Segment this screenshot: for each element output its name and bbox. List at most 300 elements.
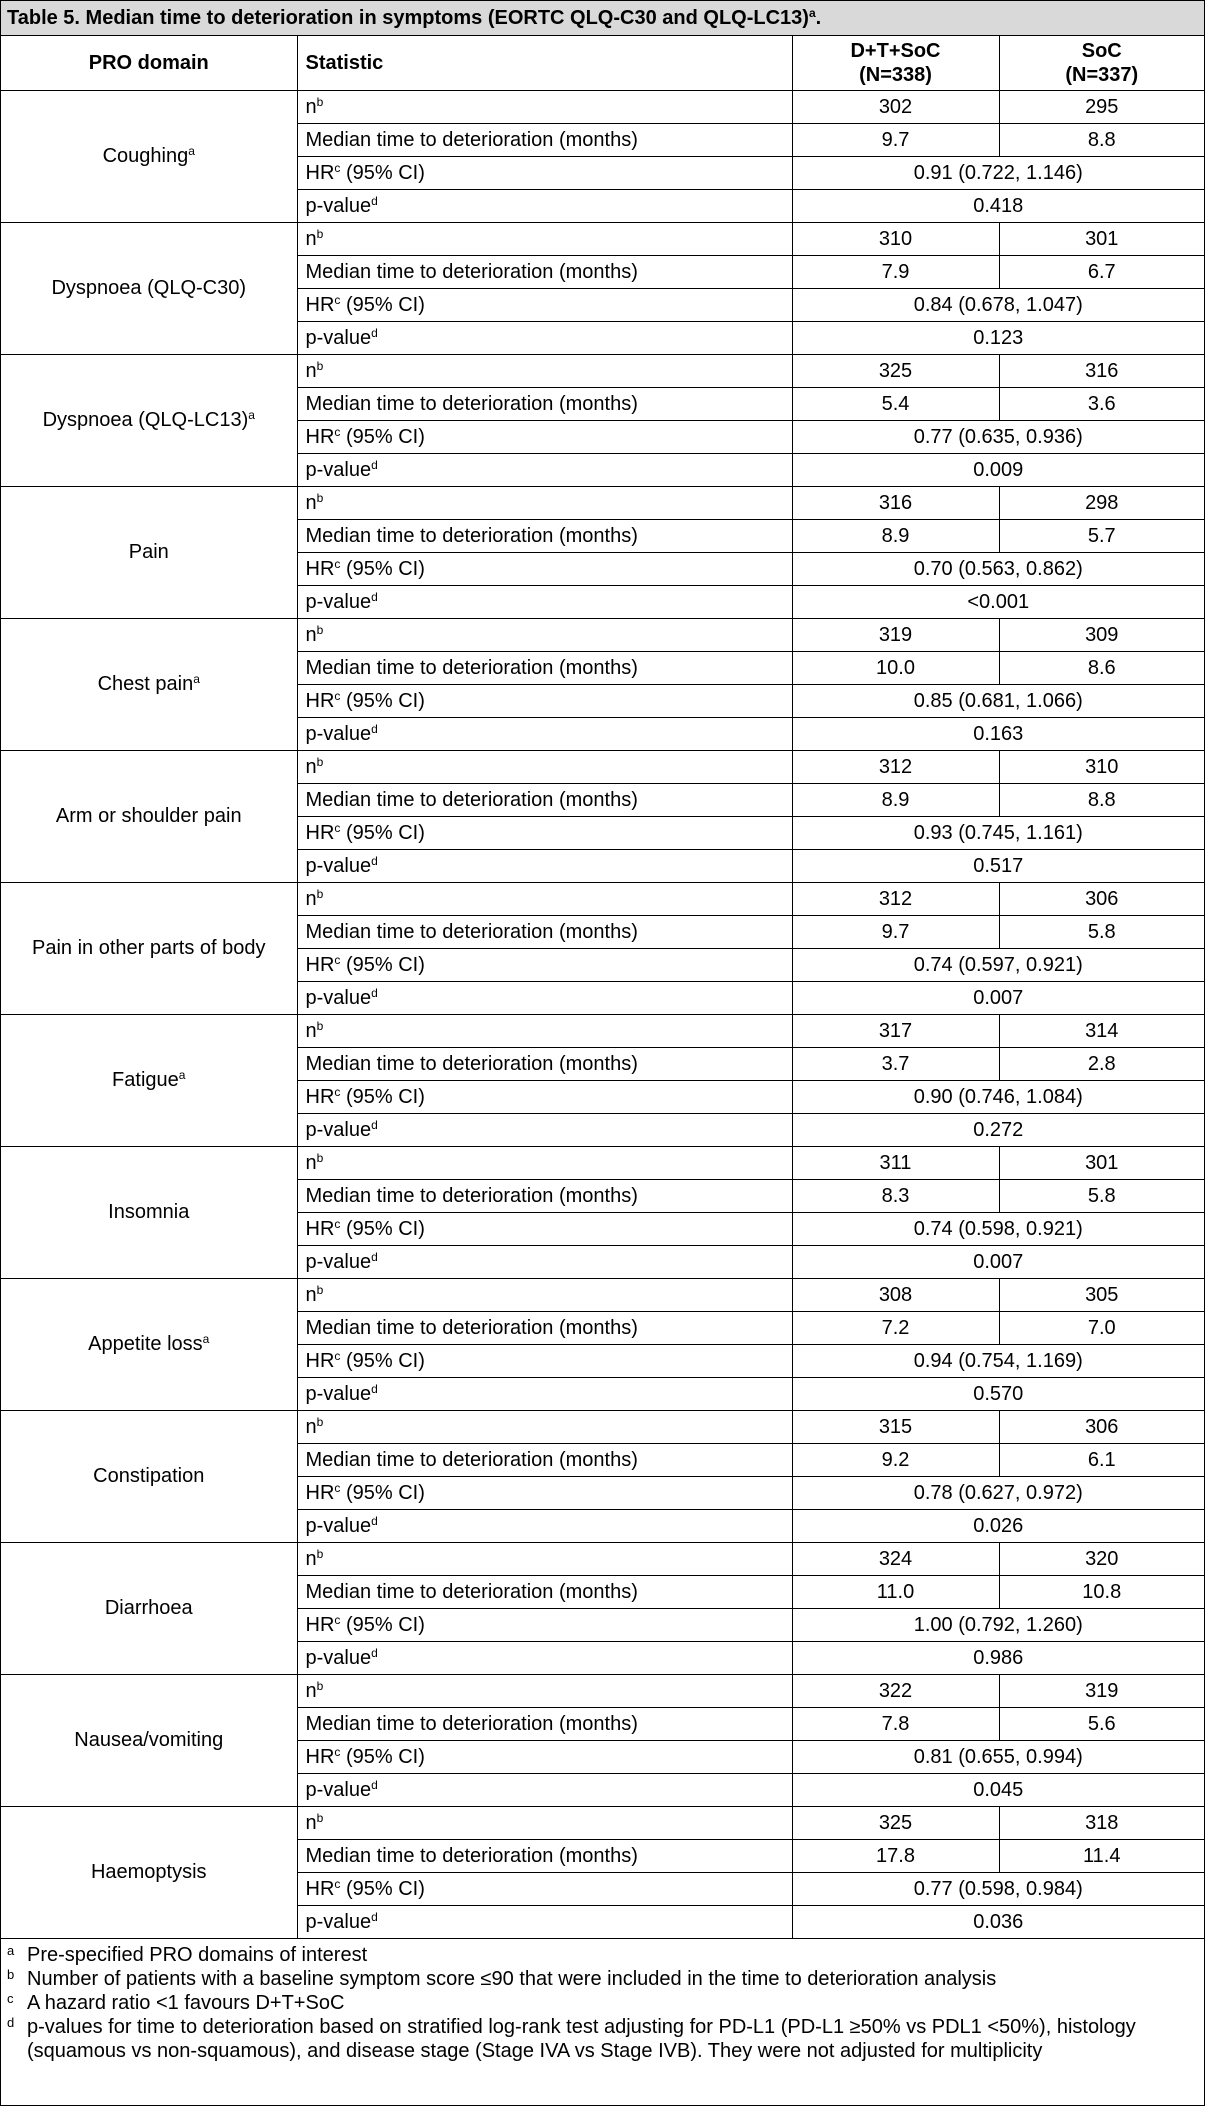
p-value: 0.009 (792, 454, 1204, 487)
stat-label-hr (297, 1477, 792, 1510)
stat-label-median: Median time to deterioration (months) (297, 1444, 792, 1477)
stat-p-sup: d (371, 721, 378, 736)
stat-hr-ci-text: (95% CI) (340, 1877, 425, 1900)
median-arm1: 8.3 (792, 1180, 999, 1213)
stat-label-hr (297, 289, 792, 322)
p-value: 0.026 (792, 1510, 1204, 1543)
stat-label-n (297, 223, 792, 256)
median-arm2: 5.8 (999, 1180, 1204, 1213)
median-arm1: 8.9 (792, 520, 999, 553)
hazard-ratio-value: 1.00 (0.792, 1.260) (792, 1609, 1204, 1642)
stat-label-hr (297, 1873, 792, 1906)
stat-label-pvalue (297, 1774, 792, 1807)
stat-n-sup: b (316, 622, 324, 637)
stat-n-sup: b (316, 1018, 324, 1033)
stat-hr-sup: c (334, 1612, 341, 1627)
n-arm1: 311 (792, 1147, 999, 1180)
pro-domain-cell (1, 619, 297, 751)
table-row (1, 1015, 1204, 1048)
stat-p-sup: d (371, 589, 378, 604)
hazard-ratio-value: 0.81 (0.655, 0.994) (792, 1741, 1204, 1774)
caption-sup: a (808, 6, 816, 20)
stat-hr-text: HR (305, 1745, 335, 1768)
n-arm1: 310 (792, 223, 999, 256)
pro-domain-name: Chest pain (97, 673, 194, 695)
stat-n-text: n (305, 1415, 317, 1438)
stat-n-sup: b (316, 754, 324, 769)
pro-domain-sup: a (178, 1068, 186, 1082)
stat-label-hr (297, 553, 792, 586)
stat-label-hr (297, 1741, 792, 1774)
median-arm1: 9.2 (792, 1444, 999, 1477)
stat-label-hr (297, 157, 792, 190)
median-arm1: 7.2 (792, 1312, 999, 1345)
hazard-ratio-value: 0.84 (0.678, 1.047) (792, 289, 1204, 322)
stat-n-sup: b (316, 226, 324, 241)
stat-p-text: p-value (305, 1118, 372, 1141)
pro-domain-name: Diarrhoea (104, 1597, 193, 1619)
stat-hr-sup: c (334, 292, 341, 307)
header-row (1, 36, 1204, 91)
n-arm1: 324 (792, 1543, 999, 1576)
table-row (1, 223, 1204, 256)
stat-label-n (297, 1015, 792, 1048)
stat-hr-sup: c (334, 1348, 341, 1363)
table-row (1, 751, 1204, 784)
stat-label-median: Median time to deterioration (months) (297, 1312, 792, 1345)
median-arm1: 7.8 (792, 1708, 999, 1741)
stat-label-n (297, 91, 792, 124)
pro-domain-name: Arm or shoulder pain (55, 805, 242, 827)
pro-domain-cell (1, 223, 297, 355)
n-arm1: 319 (792, 619, 999, 652)
stat-n-sup: b (316, 1546, 324, 1561)
pro-domain-name: Pain in other parts of body (32, 937, 266, 959)
stat-hr-text: HR (305, 557, 335, 580)
p-value: 0.517 (792, 850, 1204, 883)
stat-hr-text: HR (305, 425, 335, 448)
median-arm1: 9.7 (792, 916, 999, 949)
pro-domain-cell (1, 1147, 297, 1279)
header-arm2 (999, 36, 1204, 91)
median-arm1: 3.7 (792, 1048, 999, 1081)
stat-n-sup: b (316, 1678, 324, 1693)
hazard-ratio-value: 0.85 (0.681, 1.066) (792, 685, 1204, 718)
p-value: 0.123 (792, 322, 1204, 355)
stat-label-pvalue (297, 1906, 792, 1939)
stat-n-text: n (305, 1151, 317, 1174)
median-arm1: 9.7 (792, 124, 999, 157)
stat-label-pvalue (297, 1246, 792, 1279)
footnote (7, 2015, 1198, 2063)
stat-hr-ci-text: (95% CI) (340, 1085, 425, 1108)
stat-hr-sup: c (334, 1216, 341, 1231)
n-arm1: 325 (792, 355, 999, 388)
n-arm1: 308 (792, 1279, 999, 1312)
table-row (1, 619, 1204, 652)
stat-hr-ci-text: (95% CI) (340, 689, 425, 712)
p-value: 0.986 (792, 1642, 1204, 1675)
median-arm1: 5.4 (792, 388, 999, 421)
stat-label-pvalue (297, 1114, 792, 1147)
stat-label-median: Median time to deterioration (months) (297, 784, 792, 817)
hazard-ratio-value: 0.74 (0.597, 0.921) (792, 949, 1204, 982)
header-arm2-name: SoC (1081, 40, 1122, 62)
stat-label-hr (297, 421, 792, 454)
stat-p-text: p-value (305, 1646, 372, 1669)
pro-domain-cell (1, 1279, 297, 1411)
table-row (1, 1807, 1204, 1840)
n-arm2: 318 (999, 1807, 1204, 1840)
stat-label-n (297, 1807, 792, 1840)
footnote-mark: a (7, 1943, 15, 1958)
stat-p-sup: d (371, 1117, 378, 1132)
stat-label-n (297, 619, 792, 652)
stat-hr-sup: c (334, 952, 341, 967)
stat-label-median: Median time to deterioration (months) (297, 388, 792, 421)
stat-hr-ci-text: (95% CI) (340, 953, 425, 976)
pro-domain-name: Dyspnoea (QLQ-LC13) (42, 409, 249, 431)
header-arm1-n: (N=338) (859, 64, 932, 86)
stat-label-n (297, 1279, 792, 1312)
stat-p-sup: d (371, 1513, 378, 1528)
n-arm1: 325 (792, 1807, 999, 1840)
pro-domain-cell (1, 1411, 297, 1543)
stat-label-median: Median time to deterioration (months) (297, 124, 792, 157)
stat-p-text: p-value (305, 194, 372, 217)
stat-label-median: Median time to deterioration (months) (297, 1048, 792, 1081)
stat-label-n (297, 883, 792, 916)
median-arm2: 11.4 (999, 1840, 1204, 1873)
n-arm2: 306 (999, 883, 1204, 916)
n-arm1: 316 (792, 487, 999, 520)
pro-domain-name: Insomnia (108, 1201, 190, 1223)
stat-label-pvalue (297, 982, 792, 1015)
stat-hr-ci-text: (95% CI) (340, 293, 425, 316)
n-arm1: 315 (792, 1411, 999, 1444)
stat-label-n (297, 1147, 792, 1180)
hazard-ratio-value: 0.93 (0.745, 1.161) (792, 817, 1204, 850)
table-row (1, 883, 1204, 916)
median-arm1: 8.9 (792, 784, 999, 817)
footnote-text: Number of patients with a baseline symptom score ≤90 that were included in the time to deterioration analysis (27, 1968, 997, 1990)
hazard-ratio-value: 0.77 (0.635, 0.936) (792, 421, 1204, 454)
stat-label-pvalue (297, 454, 792, 487)
pro-domain-name: Haemoptysis (90, 1861, 207, 1883)
stat-label-median: Median time to deterioration (months) (297, 916, 792, 949)
median-arm2: 3.6 (999, 388, 1204, 421)
stat-hr-sup: c (334, 1744, 341, 1759)
stat-n-text: n (305, 95, 317, 118)
stat-p-text: p-value (305, 326, 372, 349)
stat-label-median: Median time to deterioration (months) (297, 256, 792, 289)
stat-label-hr (297, 1345, 792, 1378)
pro-domain-sup: a (248, 408, 255, 422)
p-value: 0.007 (792, 1246, 1204, 1279)
p-value: 0.272 (792, 1114, 1204, 1147)
stat-n-text: n (305, 755, 317, 778)
pro-domain-name: Pain (128, 541, 169, 563)
pro-domain-cell (1, 1015, 297, 1147)
stat-label-hr (297, 685, 792, 718)
stat-p-text: p-value (305, 854, 372, 877)
table-row (1, 1411, 1204, 1444)
stat-hr-text: HR (305, 1217, 335, 1240)
pro-domain-cell (1, 883, 297, 1015)
stat-hr-sup: c (334, 820, 341, 835)
caption-end: . (815, 7, 822, 29)
n-arm2: 309 (999, 619, 1204, 652)
stat-label-hr (297, 1081, 792, 1114)
table-row (1, 91, 1204, 124)
n-arm1: 302 (792, 91, 999, 124)
pro-domain-cell (1, 751, 297, 883)
median-arm2: 5.7 (999, 520, 1204, 553)
median-arm2: 8.8 (999, 124, 1204, 157)
stat-label-pvalue (297, 1378, 792, 1411)
stat-n-sup: b (316, 94, 324, 109)
stat-n-text: n (305, 887, 317, 910)
stat-label-median: Median time to deterioration (months) (297, 520, 792, 553)
stat-label-pvalue (297, 1510, 792, 1543)
hazard-ratio-value: 0.90 (0.746, 1.084) (792, 1081, 1204, 1114)
stat-n-sup: b (316, 1282, 324, 1297)
stat-n-sup: b (316, 1414, 324, 1429)
table-caption (1, 1, 1204, 36)
footnote-text: A hazard ratio <1 favours D+T+SoC (27, 1992, 345, 2014)
stat-hr-ci-text: (95% CI) (340, 1481, 425, 1504)
stat-label-pvalue (297, 190, 792, 223)
stat-hr-sup: c (334, 688, 341, 703)
n-arm2: 305 (999, 1279, 1204, 1312)
stat-label-median: Median time to deterioration (months) (297, 1180, 792, 1213)
median-arm2: 5.8 (999, 916, 1204, 949)
pro-domain-cell (1, 1675, 297, 1807)
stat-hr-ci-text: (95% CI) (340, 1217, 425, 1240)
n-arm2: 310 (999, 751, 1204, 784)
table-row (1, 1279, 1204, 1312)
stat-n-text: n (305, 623, 317, 646)
stat-label-median: Median time to deterioration (months) (297, 1708, 792, 1741)
stat-p-sup: d (371, 1381, 378, 1396)
p-value: 0.163 (792, 718, 1204, 751)
table-row (1, 1543, 1204, 1576)
median-arm2: 2.8 (999, 1048, 1204, 1081)
stat-n-text: n (305, 1811, 317, 1834)
stat-label-n (297, 355, 792, 388)
n-arm2: 316 (999, 355, 1204, 388)
stat-n-sup: b (316, 358, 324, 373)
p-value: <0.001 (792, 586, 1204, 619)
pro-domain-name: Dyspnoea (QLQ-C30) (51, 277, 247, 299)
pro-domain-cell (1, 487, 297, 619)
pro-domain-sup: a (188, 144, 195, 158)
stat-label-hr (297, 817, 792, 850)
pro-domain-cell (1, 355, 297, 487)
stat-hr-sup: c (334, 1084, 341, 1099)
stat-label-pvalue (297, 718, 792, 751)
p-value: 0.418 (792, 190, 1204, 223)
footnote (7, 1991, 1198, 2015)
n-arm2: 319 (999, 1675, 1204, 1708)
stat-p-sup: d (371, 1777, 378, 1792)
stat-hr-ci-text: (95% CI) (340, 821, 425, 844)
stat-label-pvalue (297, 586, 792, 619)
pro-domain-name: Coughing (102, 145, 189, 167)
n-arm2: 314 (999, 1015, 1204, 1048)
stat-p-text: p-value (305, 1778, 372, 1801)
stat-label-n (297, 1543, 792, 1576)
median-arm2: 7.0 (999, 1312, 1204, 1345)
n-arm2: 320 (999, 1543, 1204, 1576)
stat-n-text: n (305, 1283, 317, 1306)
stat-n-text: n (305, 1547, 317, 1570)
stat-hr-sup: c (334, 160, 341, 175)
stat-label-median: Median time to deterioration (months) (297, 1576, 792, 1609)
stat-hr-ci-text: (95% CI) (340, 557, 425, 580)
data-table (1, 36, 1204, 1939)
hazard-ratio-value: 0.91 (0.722, 1.146) (792, 157, 1204, 190)
stat-hr-text: HR (305, 1349, 335, 1372)
table-row (1, 487, 1204, 520)
pro-domain-name: Appetite loss (88, 1333, 203, 1355)
stat-hr-sup: c (334, 1480, 341, 1495)
stat-p-text: p-value (305, 1910, 372, 1933)
stat-p-text: p-value (305, 1250, 372, 1273)
median-arm2: 8.6 (999, 652, 1204, 685)
stat-hr-text: HR (305, 821, 335, 844)
stat-p-text: p-value (305, 590, 372, 613)
median-arm1: 7.9 (792, 256, 999, 289)
stat-hr-ci-text: (95% CI) (340, 1349, 425, 1372)
stat-hr-ci-text: (95% CI) (340, 1613, 425, 1636)
stat-n-text: n (305, 359, 317, 382)
median-arm2: 10.8 (999, 1576, 1204, 1609)
n-arm2: 298 (999, 487, 1204, 520)
stat-n-text: n (305, 1679, 317, 1702)
p-value: 0.036 (792, 1906, 1204, 1939)
table-row (1, 1675, 1204, 1708)
stat-p-text: p-value (305, 722, 372, 745)
median-arm2: 5.6 (999, 1708, 1204, 1741)
stat-hr-ci-text: (95% CI) (340, 1745, 425, 1768)
footnotes (1, 1939, 1204, 2063)
stat-label-hr (297, 1213, 792, 1246)
stat-hr-text: HR (305, 1481, 335, 1504)
stat-hr-text: HR (305, 689, 335, 712)
n-arm2: 295 (999, 91, 1204, 124)
pro-domain-name: Constipation (93, 1465, 205, 1487)
stat-label-n (297, 1675, 792, 1708)
stat-hr-text: HR (305, 1877, 335, 1900)
footnote-mark: b (7, 1967, 15, 1982)
n-arm2: 301 (999, 1147, 1204, 1180)
stat-p-sup: d (371, 457, 378, 472)
stat-p-sup: d (371, 1909, 378, 1924)
caption-text: Table 5. Median time to deterioration in symptoms (EORTC QLQ-C30 and QLQ-LC13) (7, 7, 809, 29)
stat-hr-text: HR (305, 293, 335, 316)
stat-label-median: Median time to deterioration (months) (297, 652, 792, 685)
p-value: 0.570 (792, 1378, 1204, 1411)
pro-domain-sup: a (202, 1332, 210, 1346)
table-row (1, 355, 1204, 388)
hazard-ratio-value: 0.94 (0.754, 1.169) (792, 1345, 1204, 1378)
stat-n-sup: b (316, 490, 324, 505)
pro-domain-cell (1, 1543, 297, 1675)
n-arm1: 312 (792, 751, 999, 784)
pro-domain-sup: a (193, 672, 200, 686)
stat-label-hr (297, 1609, 792, 1642)
stat-label-n (297, 751, 792, 784)
pro-domain-cell (1, 91, 297, 223)
footnote-mark: d (7, 2015, 15, 2030)
stat-n-text: n (305, 1019, 317, 1042)
pro-domain-name: Fatigue (112, 1069, 179, 1091)
footnote-mark: c (7, 1991, 14, 2006)
footnote-text: Pre-specified PRO domains of interest (27, 1944, 368, 1966)
footnote-text: p-values for time to deterioration based on stratified log-rank test adjusting for PD-L1 (PD-L1 ≥50% vs PDL1 <50%), histology (squamous vs non-squamous), and disease stage (Stage IVA vs Stage IVB). They were not adjusted for multiplicity (27, 2016, 1136, 2062)
stat-p-text: p-value (305, 1382, 372, 1405)
stat-n-sup: b (316, 1810, 324, 1825)
median-arm2: 6.7 (999, 256, 1204, 289)
median-arm2: 8.8 (999, 784, 1204, 817)
footnote (7, 1967, 1198, 1991)
stat-hr-text: HR (305, 161, 335, 184)
stat-label-hr (297, 949, 792, 982)
stat-p-sup: d (371, 325, 378, 340)
pro-domain-name: Nausea/vomiting (74, 1729, 224, 1751)
stat-p-text: p-value (305, 986, 372, 1009)
hazard-ratio-value: 0.77 (0.598, 0.984) (792, 1873, 1204, 1906)
pro-domain-cell (1, 1807, 297, 1939)
stat-label-n (297, 487, 792, 520)
stat-n-text: n (305, 227, 317, 250)
n-arm1: 312 (792, 883, 999, 916)
stat-n-text: n (305, 491, 317, 514)
header-domain: PRO domain (1, 36, 297, 91)
header-statistic: Statistic (297, 36, 792, 91)
stat-p-text: p-value (305, 458, 372, 481)
table-row (1, 1147, 1204, 1180)
stat-p-sup: d (371, 985, 378, 1000)
stat-label-pvalue (297, 850, 792, 883)
stat-p-sup: d (371, 1645, 378, 1660)
stat-label-median: Median time to deterioration (months) (297, 1840, 792, 1873)
hazard-ratio-value: 0.78 (0.627, 0.972) (792, 1477, 1204, 1510)
stat-n-sup: b (316, 886, 324, 901)
header-arm1 (792, 36, 999, 91)
stat-hr-ci-text: (95% CI) (340, 425, 425, 448)
header-arm1-name: D+T+SoC (850, 40, 941, 62)
stat-label-pvalue (297, 1642, 792, 1675)
table-body (1, 91, 1204, 1939)
stat-hr-text: HR (305, 1613, 335, 1636)
n-arm2: 301 (999, 223, 1204, 256)
stat-hr-text: HR (305, 1085, 335, 1108)
hazard-ratio-value: 0.74 (0.598, 0.921) (792, 1213, 1204, 1246)
stat-hr-ci-text: (95% CI) (340, 161, 425, 184)
stat-label-n (297, 1411, 792, 1444)
stat-hr-sup: c (334, 1876, 341, 1891)
stat-p-sup: d (371, 1249, 378, 1264)
n-arm1: 317 (792, 1015, 999, 1048)
stat-p-sup: d (371, 193, 378, 208)
footnote (7, 1943, 1198, 1967)
median-arm1: 10.0 (792, 652, 999, 685)
p-value: 0.045 (792, 1774, 1204, 1807)
n-arm1: 322 (792, 1675, 999, 1708)
hazard-ratio-value: 0.70 (0.563, 0.862) (792, 553, 1204, 586)
